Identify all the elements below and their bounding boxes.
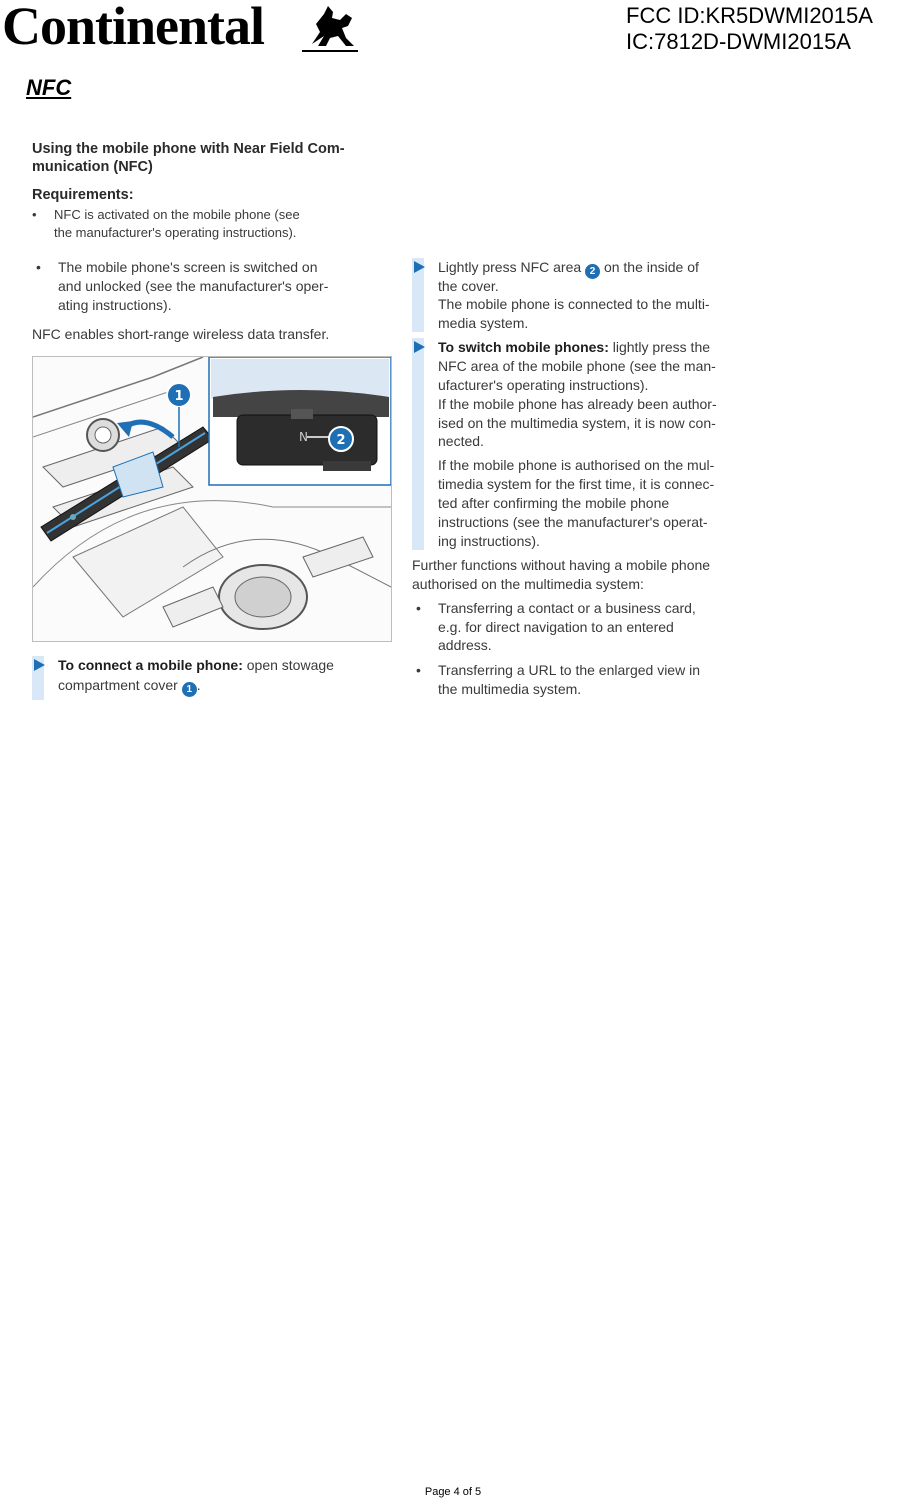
- connect-step-line1: To connect a mobile phone: open stowage: [58, 657, 334, 673]
- fcc-id: FCC ID:KR5DWMI2015A: [626, 3, 873, 28]
- further-line2: authorised on the multimedia system:: [412, 576, 644, 592]
- switch-line5: ised on the multimedia system, it is now con-: [438, 415, 716, 431]
- auth-line4: instructions (see the manufacturer's operat-: [438, 514, 708, 530]
- console-drawing-icon: [33, 357, 391, 641]
- switch-line4: If the mobile phone has already been author-: [438, 396, 717, 412]
- function-2-line1: • Transferring a URL to the enlarged view in: [438, 661, 700, 680]
- requirement-1-line2: the manufacturer's operating instructions).: [54, 225, 297, 240]
- callout-2-icon: 2: [585, 264, 600, 279]
- step-bar-switch: [412, 338, 424, 550]
- illustration-callout-2: 2: [336, 433, 346, 448]
- ic-id: IC:7812D-DWMI2015A: [626, 29, 851, 54]
- function-1-line1: • Transferring a contact or a business card,: [438, 599, 696, 618]
- switch-line2: NFC area of the mobile phone (see the man-: [438, 358, 716, 374]
- auth-line5: ing instructions).: [438, 533, 540, 549]
- requirement-2-line3: ating instructions).: [58, 297, 172, 313]
- function-1-line2: e.g. for direct navigation to an entered: [438, 619, 674, 635]
- function-2-line2: the multimedia system.: [438, 681, 582, 697]
- step-arrow-icon: [34, 659, 45, 671]
- switch-line3: ufacturer's operating instructions).: [438, 377, 649, 393]
- illustration-callout-1: 1: [174, 389, 184, 404]
- auth-line3: ted after confirming the mobile phone: [438, 495, 670, 511]
- continental-logo: [2, 0, 358, 58]
- page-number: Page 4 of 5: [424, 1486, 482, 1498]
- switch-line6: nected.: [438, 433, 484, 449]
- center-console-illustration: [32, 356, 392, 642]
- step1-line3: The mobile phone is connected to the multi-: [438, 296, 710, 312]
- step1-line1: Lightly press NFC area 2 on the inside of: [438, 259, 699, 277]
- logo-wordmark: Continental: [2, 0, 265, 56]
- logo-underline: [302, 50, 358, 52]
- function-1-line3: address.: [438, 637, 492, 653]
- step1-line2: the cover.: [438, 278, 499, 294]
- manual-heading-line2: munication (NFC): [32, 159, 153, 175]
- callout-1-icon: 1: [182, 682, 197, 697]
- section-title: NFC: [26, 75, 72, 100]
- nfc-description: NFC enables short-range wireless data transfer.: [32, 326, 330, 342]
- certification-ids: [626, 3, 892, 55]
- step1-line4: media system.: [438, 315, 529, 331]
- manual-heading-line1: Using the mobile phone with Near Field Com-: [32, 141, 345, 157]
- step-arrow-icon: [414, 261, 425, 273]
- svg-text:N: N: [299, 430, 308, 444]
- requirement-1-line1: • NFC is activated on the mobile phone (see: [54, 206, 300, 224]
- requirement-2-line2: and unlocked (see the manufacturer's oper-: [58, 278, 329, 294]
- step-arrow-icon: [414, 341, 425, 353]
- requirement-2-line1: • The mobile phone's screen is switched on: [58, 258, 317, 277]
- auth-line1: If the mobile phone is authorised on the mul-: [438, 457, 715, 473]
- connect-step-line2: compartment cover 1 .: [58, 677, 201, 695]
- further-line1: Further functions without having a mobile phone: [412, 557, 711, 573]
- switch-line1: To switch mobile phones: lightly press the: [438, 339, 711, 355]
- requirements-label: Requirements:: [32, 187, 134, 203]
- auth-line2: timedia system for the first time, it is connec-: [438, 476, 715, 492]
- horse-emblem-icon: [306, 4, 358, 50]
